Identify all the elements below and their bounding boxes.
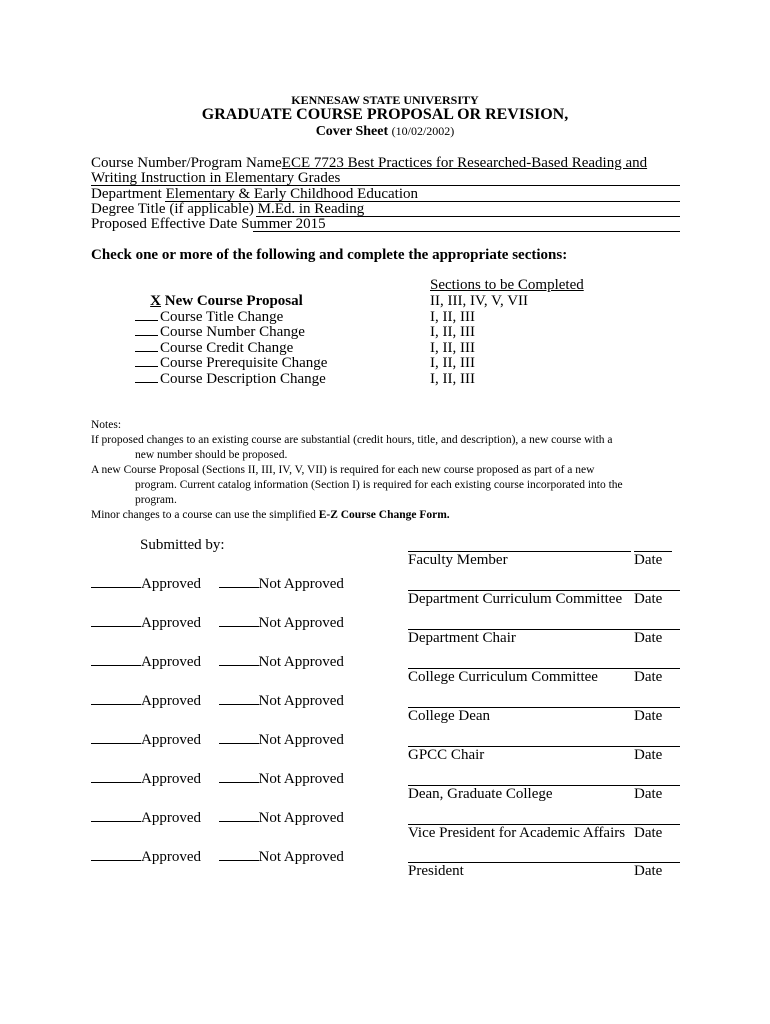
date-label: Date <box>634 669 663 685</box>
approved-label: Approved <box>141 810 201 826</box>
degree-field <box>91 201 364 217</box>
effective-label: Proposed Effective Date <box>91 216 238 232</box>
role-label: GPCC Chair <box>408 747 485 763</box>
not-approved-blank[interactable] <box>219 731 259 744</box>
option-sections: I, II, III <box>430 309 475 325</box>
not-approved-blank[interactable] <box>219 614 259 627</box>
department-value[interactable]: Elementary & Early Childhood Education <box>165 186 418 202</box>
effective-rule <box>253 231 680 232</box>
approved-blank[interactable] <box>91 809 141 822</box>
role-label: Department Curriculum Committee <box>408 591 623 607</box>
date-label: Date <box>634 552 663 568</box>
form-subtitle <box>0 124 770 140</box>
not-approved-label: Not Approved <box>258 849 344 865</box>
role-label: College Dean <box>408 708 491 724</box>
cover-sheet-label: Cover Sheet <box>315 124 389 139</box>
date-label: Date <box>634 747 663 763</box>
option-sections: I, II, III <box>430 324 475 340</box>
option-label: New Course Proposal <box>164 293 303 309</box>
notes-line <box>91 508 450 523</box>
course-value[interactable]: ECE 7723 Best Practices for Researched-Based Reading and <box>281 155 648 171</box>
option-mark[interactable]: X <box>150 293 161 309</box>
department-field <box>91 186 418 202</box>
option-label: Course Prerequisite Change <box>160 355 328 371</box>
approval-row <box>91 692 344 710</box>
degree-value[interactable]: M.Ed. in Reading <box>257 201 365 217</box>
not-approved-blank[interactable] <box>219 809 259 822</box>
approved-blank[interactable] <box>91 848 141 861</box>
not-approved-blank[interactable] <box>219 692 259 705</box>
approved-label: Approved <box>141 693 201 709</box>
approval-row <box>91 653 344 671</box>
not-approved-label: Not Approved <box>258 654 344 670</box>
approved-blank[interactable] <box>91 692 141 705</box>
option-number-change[interactable] <box>135 324 305 341</box>
date-label: Date <box>634 786 663 802</box>
option-label: Course Title Change <box>160 309 284 325</box>
approval-row <box>91 575 344 593</box>
department-label: Department <box>91 186 162 202</box>
not-approved-blank[interactable] <box>219 848 259 861</box>
approval-row <box>91 848 344 866</box>
not-approved-label: Not Approved <box>258 771 344 787</box>
approved-label: Approved <box>141 732 201 748</box>
approval-row <box>91 731 344 749</box>
not-approved-label: Not Approved <box>258 576 344 592</box>
option-sections: I, II, III <box>430 355 475 371</box>
not-approved-blank[interactable] <box>219 575 259 588</box>
approved-label: Approved <box>141 771 201 787</box>
effective-value[interactable]: Summer 2015 <box>241 216 326 232</box>
date-label: Date <box>634 825 663 841</box>
submitted-by-label: Submitted by: <box>140 537 225 553</box>
option-checkbox[interactable] <box>135 371 158 383</box>
approval-row <box>91 614 344 632</box>
form-title: GRADUATE COURSE PROPOSAL OR REVISION, <box>201 106 569 123</box>
option-checkbox[interactable] <box>135 324 158 336</box>
approved-blank[interactable] <box>91 653 141 666</box>
role-label: President <box>408 863 464 879</box>
degree-label: Degree Title (if applicable) <box>91 201 254 217</box>
notes-line: If proposed changes to an existing course are substantial (credit hours, title, and description), a new course with a <box>91 434 613 446</box>
date-label: Date <box>634 591 663 607</box>
approved-blank[interactable] <box>91 770 141 783</box>
approval-row <box>91 809 344 827</box>
option-sections: I, II, III <box>430 340 475 356</box>
instructions: Check one or more of the following and complete the appropriate sections: <box>91 247 568 263</box>
not-approved-label: Not Approved <box>258 732 344 748</box>
approval-row <box>91 770 344 788</box>
option-description-change[interactable] <box>135 371 326 388</box>
option-new-course[interactable] <box>135 293 303 310</box>
approved-label: Approved <box>141 576 201 592</box>
effective-date-field <box>91 216 326 232</box>
not-approved-blank[interactable] <box>219 653 259 666</box>
option-prerequisite-change[interactable] <box>135 355 327 372</box>
approved-blank[interactable] <box>91 731 141 744</box>
notes-heading: Notes: <box>91 419 122 431</box>
option-label: Course Credit Change <box>160 340 294 356</box>
role-label: Faculty Member <box>408 552 508 568</box>
option-label: Course Description Change <box>160 371 326 387</box>
notes-minor-text: Minor changes to a course can use the simplified <box>91 509 319 521</box>
notes-line: A new Course Proposal (Sections II, III, IV, V, VII) is required for each new course proposed as part of a new <box>91 464 595 476</box>
university-name: KENNESAW STATE UNIVERSITY <box>291 93 479 107</box>
date-label: Date <box>634 708 663 724</box>
role-label: Dean, Graduate College <box>408 786 553 802</box>
date-label: Date <box>634 863 663 879</box>
date-label: Date <box>634 630 663 646</box>
notes-line: program. Current catalog information (Section I) is required for each existing course incorporated into the <box>135 479 623 491</box>
not-approved-label: Not Approved <box>258 615 344 631</box>
role-label: Department Chair <box>408 630 516 646</box>
notes-line: program. <box>135 494 177 506</box>
option-sections: II, III, IV, V, VII <box>430 293 529 309</box>
approved-label: Approved <box>141 615 201 631</box>
sections-header: Sections to be Completed <box>430 277 584 293</box>
approved-label: Approved <box>141 654 201 670</box>
role-label: College Curriculum Committee <box>408 669 598 685</box>
not-approved-label: Not Approved <box>258 693 344 709</box>
form-date: (10/02/2002) <box>391 124 455 138</box>
notes-line: new number should be proposed. <box>135 449 288 461</box>
course-value-line2[interactable]: Writing Instruction in Elementary Grades <box>91 170 341 186</box>
option-checkbox[interactable] <box>135 340 158 352</box>
option-checkbox[interactable] <box>135 355 158 367</box>
option-sections: I, II, III <box>430 371 475 387</box>
option-checkbox[interactable] <box>135 309 158 321</box>
ez-form-link[interactable]: E-Z Course Change Form. <box>318 509 450 521</box>
approved-blank[interactable] <box>91 614 141 627</box>
not-approved-blank[interactable] <box>219 770 259 783</box>
approved-blank[interactable] <box>91 575 141 588</box>
option-label: Course Number Change <box>160 324 305 340</box>
not-approved-label: Not Approved <box>258 810 344 826</box>
course-field <box>91 155 647 171</box>
role-label: Vice President for Academic Affairs <box>408 825 626 841</box>
approved-label: Approved <box>141 849 201 865</box>
course-label: Course Number/Program Name <box>91 155 282 171</box>
